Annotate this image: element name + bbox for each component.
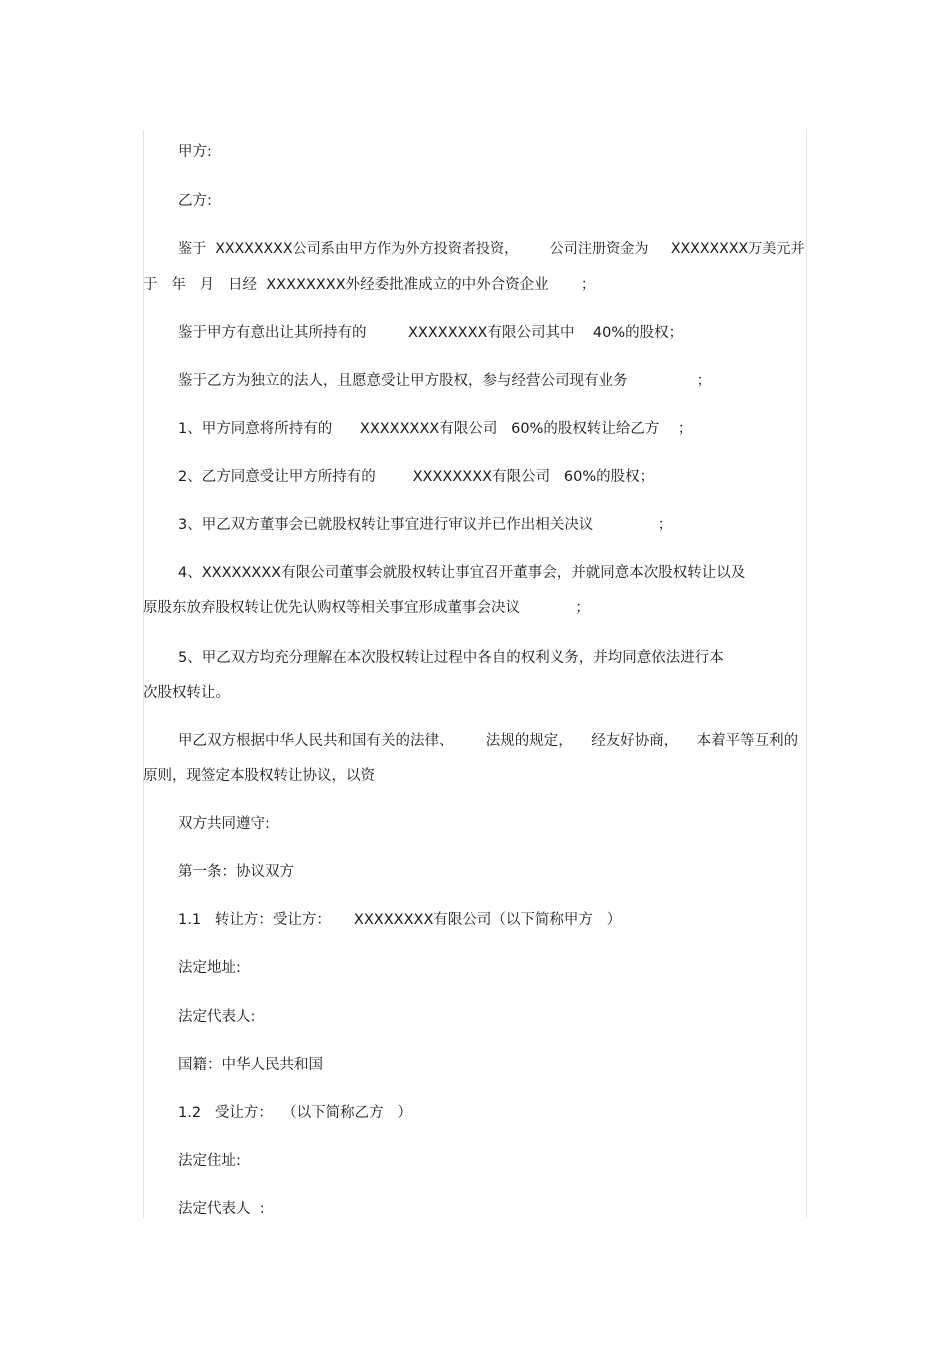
preamble-line-1: 甲乙双方根据中华人民共和国有关的法律、 法规的规定， 经友好协商， 本着平等互利的 bbox=[178, 733, 799, 749]
recital-1-line-1: 鉴于 XXXXXXXX公司系由甲方作为外方投资者投资， 公司注册资金为 XXXXXXXX万美元并 bbox=[178, 241, 805, 257]
legal-address-a: 法定地址: bbox=[178, 960, 241, 976]
recital-2: 鉴于甲方有意出让其所持有的 XXXXXXXX有限公司其中 40%的股权； bbox=[178, 325, 684, 341]
section-1-1: 1.1 转让方：受让方： XXXXXXXX有限公司（以下简称甲方 ） bbox=[178, 912, 622, 928]
preamble-line-3: 双方共同遵守: bbox=[178, 816, 270, 832]
section-1-2: 1.2 受让方： （以下简称乙方 ） bbox=[178, 1105, 412, 1121]
clause-5-line-1: 5、甲乙双方均充分理解在本次股权转让过程中各自的权利义务，并均同意依法进行本 bbox=[178, 650, 724, 666]
recital-1-line-2: 于 年 月 日经 XXXXXXXX外经委批准成立的中外合资企业 ； bbox=[143, 277, 596, 293]
legal-address-b: 法定住址: bbox=[178, 1153, 241, 1169]
preamble-line-2: 原则，现签定本股权转让协议，以资 bbox=[143, 768, 375, 784]
nationality-a: 国籍：中华人民共和国 bbox=[178, 1057, 323, 1073]
recital-3: 鉴于乙方为独立的法人，且愿意受让甲方股权，参与经营公司现有业务 ； bbox=[178, 373, 712, 389]
clause-5-line-2: 次股权转让。 bbox=[143, 685, 230, 701]
clause-1: 1、甲方同意将所持有的 XXXXXXXX有限公司 60%的股权转让给乙方 ； bbox=[178, 421, 693, 437]
article-1-heading: 第一条：协议双方 bbox=[178, 864, 294, 880]
clause-3: 3、甲乙双方董事会已就股权转让事宜进行审议并已作出相关决议 ； bbox=[178, 517, 673, 533]
legal-rep-b: 法定代表人 : bbox=[178, 1201, 265, 1217]
clause-4-line-2: 原股东放弃股权转让优先认购权等相关事宜形成董事会决议 ； bbox=[143, 600, 590, 616]
party-a-line: 甲方: bbox=[178, 144, 212, 160]
legal-rep-a: 法定代表人: bbox=[178, 1009, 256, 1025]
right-margin-line bbox=[806, 130, 807, 1218]
party-b-line: 乙方: bbox=[178, 193, 212, 209]
clause-4-line-1: 4、XXXXXXXX有限公司董事会就股权转让事宜召开董事会，并就同意本次股权转让以及 bbox=[178, 565, 746, 581]
clause-2: 2、乙方同意受让甲方所持有的 XXXXXXXX有限公司 60%的股权； bbox=[178, 469, 655, 485]
